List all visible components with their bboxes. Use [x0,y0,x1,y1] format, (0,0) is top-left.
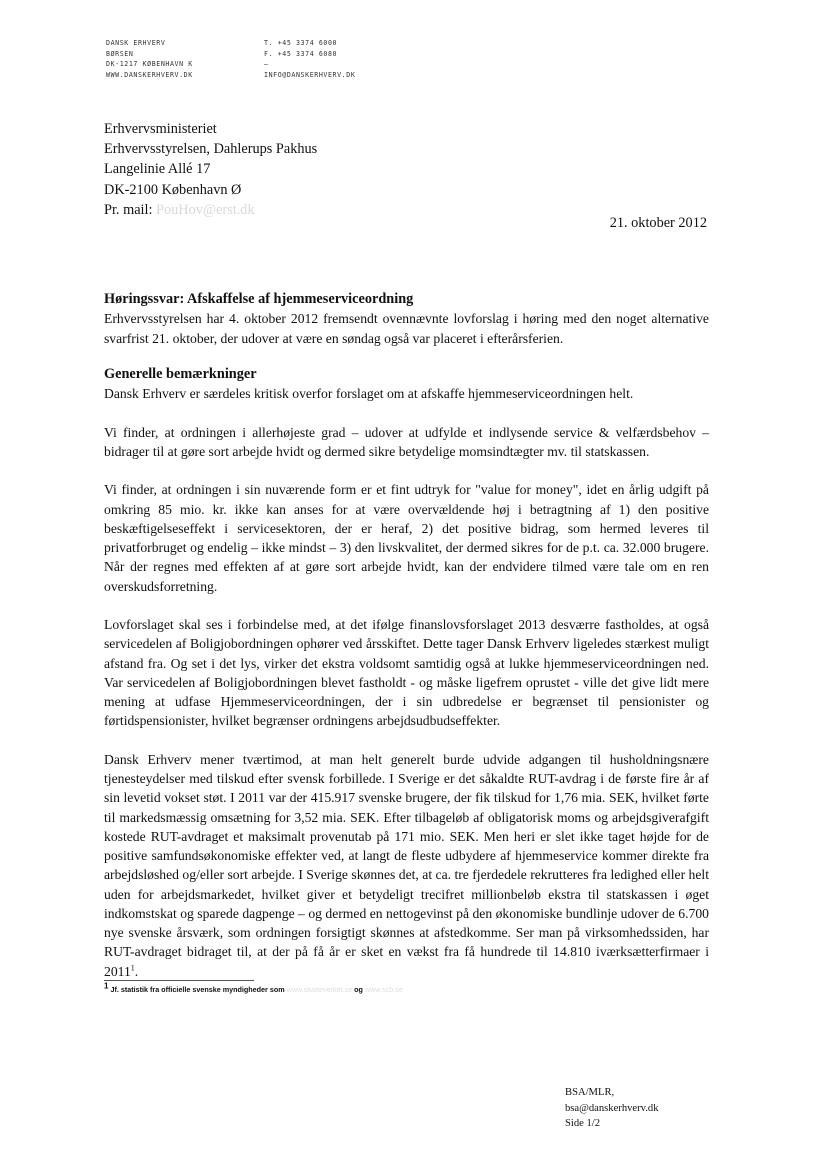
footnote-link-scb[interactable]: www.scb.se [364,985,403,994]
letter-body [104,290,709,981]
section-heading: Generelle bemærkninger [104,365,257,382]
recipient-line: DK-2100 København Ø [104,181,242,198]
footnote-mark: 1 [104,981,109,991]
page-number: Side 1/2 [565,1118,601,1129]
footnote-divider [104,980,254,981]
body-paragraph: Dansk Erhverv er særdeles kritisk overfor forslaget om at afskaffe hjemmeserviceordningen helt. [104,386,634,401]
recipient-line: Erhvervsstyrelsen, Dahlerups Pakhus [104,141,318,158]
letterhead-street: BØRSEN [106,49,134,58]
recipient-address [104,119,317,220]
signature-initials: BSA/MLR, [565,1087,615,1098]
recipient-line: Langelinie Allé 17 [104,161,211,178]
body-paragraph-final: Dansk Erhverv mener tværtimod, at man helt generelt burde udvide adgangen til husholdningsnære tjenesteydelser med tilskud efter svensk forbillede. I Sverige er det såkaldte RUT-avdrag i de første fire år af sin levetid vokset støt. I 2011 var der 415.917 svenske brugere, der fik tilskud for 1,76 mia. SEK, hvilket førte til markedsmæssig omsætning for 3,52 mia. SEK. Efter tilbageløb af obligatorisk moms og arbejdsgiverafgift kostede RUT-avdraget et maksimalt provenutab på 171 mio. SEK. Men heri er slet ikke taget højde for de positive samfundsøkonomiske effekter ved, at langt de fleste udbydere af hjemmeservice kommer direkte fra arbejdsløshed og/eller sort arbejde. I Sverige skønnes det, at ca. tre fjerdedele rekrutteres fra ledighed eller helt uden for arbejdsmarkedet, hvilket giver et betydeligt trecifret millionbeløb ekstra til statskassen i øget indkomstskat og sparede dagpenge – og dermed en nettogevinst på den økonomiske bundlinje udover de 6.700 nye svenske årsværk, som ordningen forsigtigt skønnes at afstedkomme. Ser man på virksomhedssiden, har RUT-avdraget bidraget til, at der på få år er sket en vækst fra få hundrede til 14.810 iværksætterfirmaer i 2011$^1$. [104,751,709,979]
footnote-text: Jf. statistik fra officielle svenske myndigheder som [110,985,285,994]
recipient-mail [104,200,317,220]
letterhead-fax: F. +45 3374 6080 [264,49,338,58]
letterhead-website: WWW.DANSKERHVERV.DK [106,70,193,79]
body-paragraph: Vi finder, at ordningen i sin nuværende form er et fint udtryk for "value for money", idet en årlig udgift på omkring 85 mio. kr. ikke kan anses for at være overvældende høj i betragtning af 1) den positive beskæftigelseseffekt i servicesektoren, der er heraf, 2) det positive bidrag, som hermed leveres til privatforbruget og endelig – ikke mindst – 3) den livskvalitet, der dermed sikres for de p.t. ca. 32.000 brugere. Når der regnes med effekten af at gøre sort arbejde hvidt, kan der endvidere tilmed være tale om en ren overskudsforretning. [104,482,709,594]
letterhead-email: INFO@DANSKERHVERV.DK [264,70,356,79]
letter-date: 21. oktober 2012 [609,215,707,231]
letterhead-phone: T. +45 3374 6000 [264,39,338,47]
signature-block [565,1085,659,1132]
mail-address: PouHov@erst.dk [156,201,255,218]
mail-label: Pr. mail: [104,201,153,218]
letterhead-dash: – [264,60,269,68]
footnote [104,981,403,994]
letter-title: Høringssvar: Afskaffelse af hjemmeserviceordning [104,291,414,307]
footnote-joiner: og [354,985,363,994]
intro-paragraph: Erhvervsstyrelsen har 4. oktober 2012 fremsendt ovennævnte lovforslag i høring med den noget alternative svarfrist 21. oktober, der udover at være en søndag også var placeret i efterårsferien. [104,311,709,346]
letterhead-address [106,38,193,80]
footnote-reference: 1 [130,962,135,972]
body-paragraph: Vi finder, at ordningen i allerhøjeste grad – udover at udfylde et indlysende service & velfærdsbehov – bidrager til at gøre sort arbejde hvidt og dermed sikre betydelige momsindtægter mv. til statskassen. [104,424,709,459]
body-paragraph: Lovforslaget skal ses i forbindelse med, at det ifølge finanslovsforslaget 2013 desværre fastholdes, at også servicedelen af Boligjobordningen ophører ved årsskiftet. Dette tager Dansk Erhverv ligeledes stærkest muligt afstand fra. Og set i det lys, virker det ekstra voldsomt samtidig også at lukke hjemmeserviceordningen ned. Var servicedelen af Boligjobordningen blevet fastholdt - og måske ligefrem oprustet - ville det give lidt mere mening at udfase Hjemmeserviceordningen, der i sin udbredelse er begrænset til pensionister og førtidspensionister, hvilket begrænser ordningens arbejdsudbudseffekter. [104,617,709,729]
letterhead-city: DK-1217 KØBENHAVN K [106,60,193,68]
recipient-line: Erhvervsministeriet [104,121,217,137]
footnote-link-skatteverket[interactable]: www.skatteverket.se [286,985,353,994]
signature-email: bsa@danskerhverv.dk [565,1102,659,1114]
letterhead-company: DANSK ERHVERV [106,39,166,47]
letterhead-contact [264,38,355,80]
body-paragraph-text: Dansk Erhverv mener tværtimod, at man helt generelt burde udvide adgangen til husholdningsnære tjenesteydelser med tilskud efter svensk forbillede. I Sverige er det såkaldte RUT-avdrag i de første fire år af sin levetid vokset støt. I 2011 var der 415.917 svenske brugere, der fik tilskud for 1,76 mia. SEK, hvilket førte til markedsmæssig omsætning for 3,52 mia. SEK. Efter tilbageløb af obligatorisk moms og arbejdsgiverafgift kostede RUT-avdraget et maksimalt provenutab på 171 mio. SEK. Men heri er slet ikke taget højde for de positive samfundsøkonomiske effekter ved, at langt de fleste udbydere af hjemmeservice kommer direkte fra arbejdsløshed og/eller sort arbejde. I Sverige skønnes det, at ca. tre fjerdedele rekrutteres fra ledighed eller helt uden for arbejdsmarkedet, hvilket giver et betydeligt trecifret millionbeløb ekstra til statskassen i øget indkomstskat og sparede dagpenge – og dermed en nettogevinst på den økonomiske bundlinje udover de 6.700 nye svenske årsværk, som ordningen forsigtigt skønnes at afstedkomme. Ser man på virksomhedssiden, har RUT-avdraget bidraget til, at der på få år er sket en vækst fra få hundrede til 14.810 iværksætterfirmaer i 2011 [104,751,709,979]
